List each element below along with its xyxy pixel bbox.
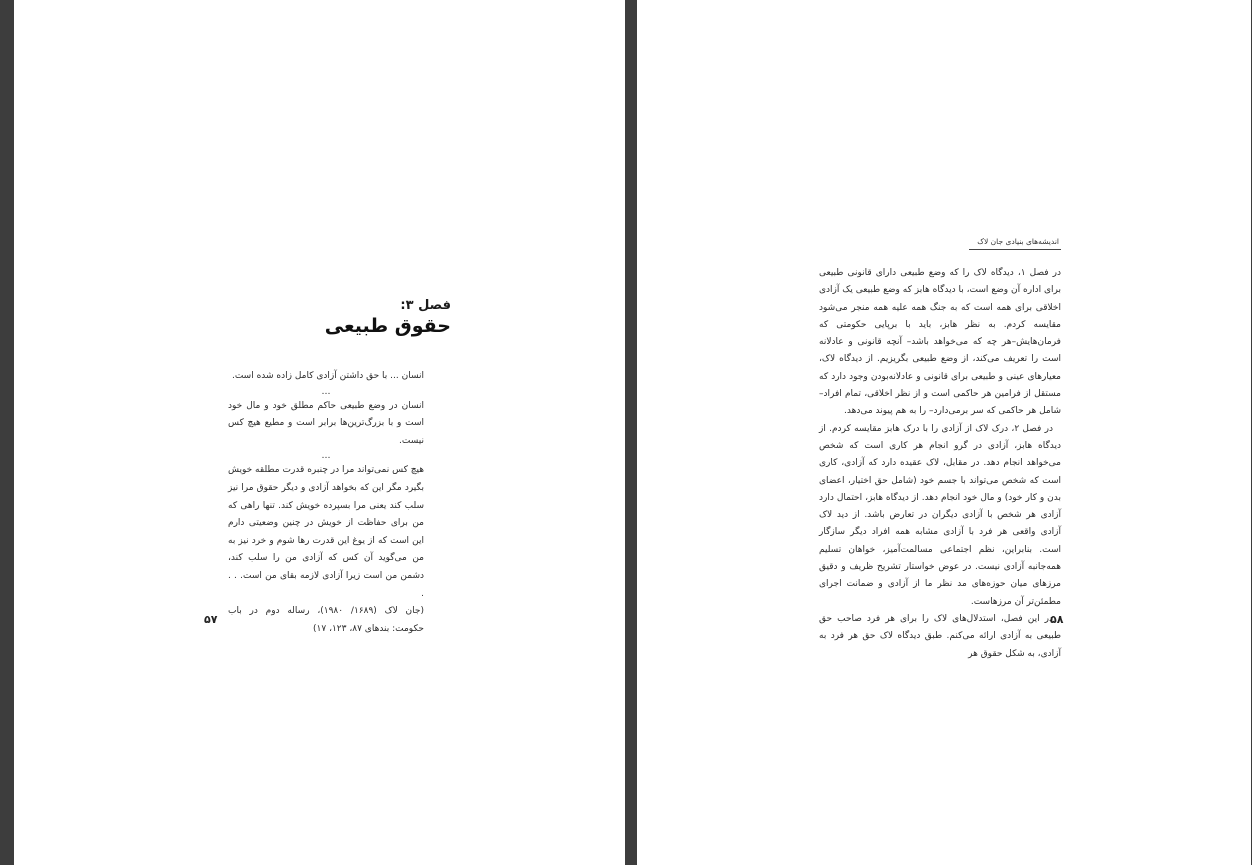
paragraph: در فصل ۱، دیدگاه لاک را که وضع طبیعی دارای قانونی طبیعی برای اداره آن وضع است، با دیدگاه هابز که وضع طبیعی یک آزادی اخلاقی برای همه است که به جنگ همه علیه همه منجر می‌شود مقایسه کردم. به نظر هابز، باید با برپایی حکومتی که فرمان‌هایش–هر چه که می‌خواهد باشد– آنچه قانونی و عادلانه است را تعریف می‌کند، از وضع طبیعی بگریزیم. از دیدگاه لاک، معیارهای عینی و طبیعی برای قانونی و عادلانه‌بودن وجود دارد که مستقل از فرامین هر حاکمی است و از نظر اخلاقی، تمام افراد– شامل هر حاکمی که سر برمی‌دارد– را به هم پیوند می‌دهد. [819,268,1061,417]
paragraph: در این فصل، استدلال‌های لاک را برای هر فرد صاحب حق طبیعی به آزادی ارائه می‌کنم. طبق دیدگاه لاک حق هر فرد به آزادی، به شکل حقوق هر [819,613,1061,659]
page-number: ۵۷ [204,613,218,626]
chapter-heading [151,298,451,337]
running-header: اندیشه‌های بنیادی جان لاک [969,237,1061,250]
epigraph-quote: انسان در وضع طبیعی حاکم مطلق خود و مال خود است و با بزرگ‌ترین‌ها برابر است و مطیع هیچ کس نیست. [228,400,424,446]
paragraph: در فصل ۲، درک لاک از آزادی را با درک هابز مقایسه کردم. از دیدگاه هابز، آزادی در گرو انجام هر کاری است که شخص می‌خواهد انجام دهد. در مقابل، لاک عقیده دارد که آزادی، کاری است که شخص می‌تواند با جسم خود (شامل حق اختیار، اعضای بدن و کار خود) و مال خود انجام دهد. از دیدگاه هابز، احتمال دارد آزادی هر شخص با آزادی دیگران در تعارض باشد. از دید لاک آزادی واقعی هر فرد با آزادی مشابه همه افراد دیگر سازگار است. بنابراین، نظم اجتماعی مسالمت‌آمیز، خواهان تسلیم همه‌جانبه آزادی نیست. در عوض خواستار تشریح ظریف و دقیق مرزهای میان حوزه‌های مد نظر ما از آزادی و ضمانت اجرای مطمئن‌تر آن مرزهاست. [819,423,1061,607]
body-text [819,265,1064,663]
right-page [637,0,1251,865]
epigraph-ellipsis: … [321,451,331,462]
epigraph [228,368,424,638]
epigraph-ellipsis: … [321,386,331,397]
epigraph-citation: (جان لاک (۱۶۸۹/ ۱۹۸۰)، رساله دوم در باب حکومت: بندهای ۸۷، ۱۲۳، ۱۷) [228,606,424,634]
chapter-title: حقوق طبیعی [324,315,451,337]
epigraph-quote: انسان ... با حق داشتن آزادی کامل زاده شده است. [231,371,424,381]
page-number: ۵۸ [1050,613,1064,626]
chapter-label: فصل ۳: [400,298,451,313]
epigraph-quote: هیچ کس نمی‌تواند مرا در چنبره قدرت مطلقه خویش بگیرد مگر این که بخواهد آزادی و دیگر حقوق مرا نیز سلب کند یعنی مرا بسپرده خویش کند. تنها راهی که من برای حفاظت از خویش در چنین وضعیتی دارم این است که از یوغ این قدرت رها شوم و خرد نیز به من می‌گوید آن کس که آزادی من را سلب کند، دشمن من است زیرا آزادی لازمه بقای من است. . . . [228,465,424,599]
left-page [14,0,625,865]
